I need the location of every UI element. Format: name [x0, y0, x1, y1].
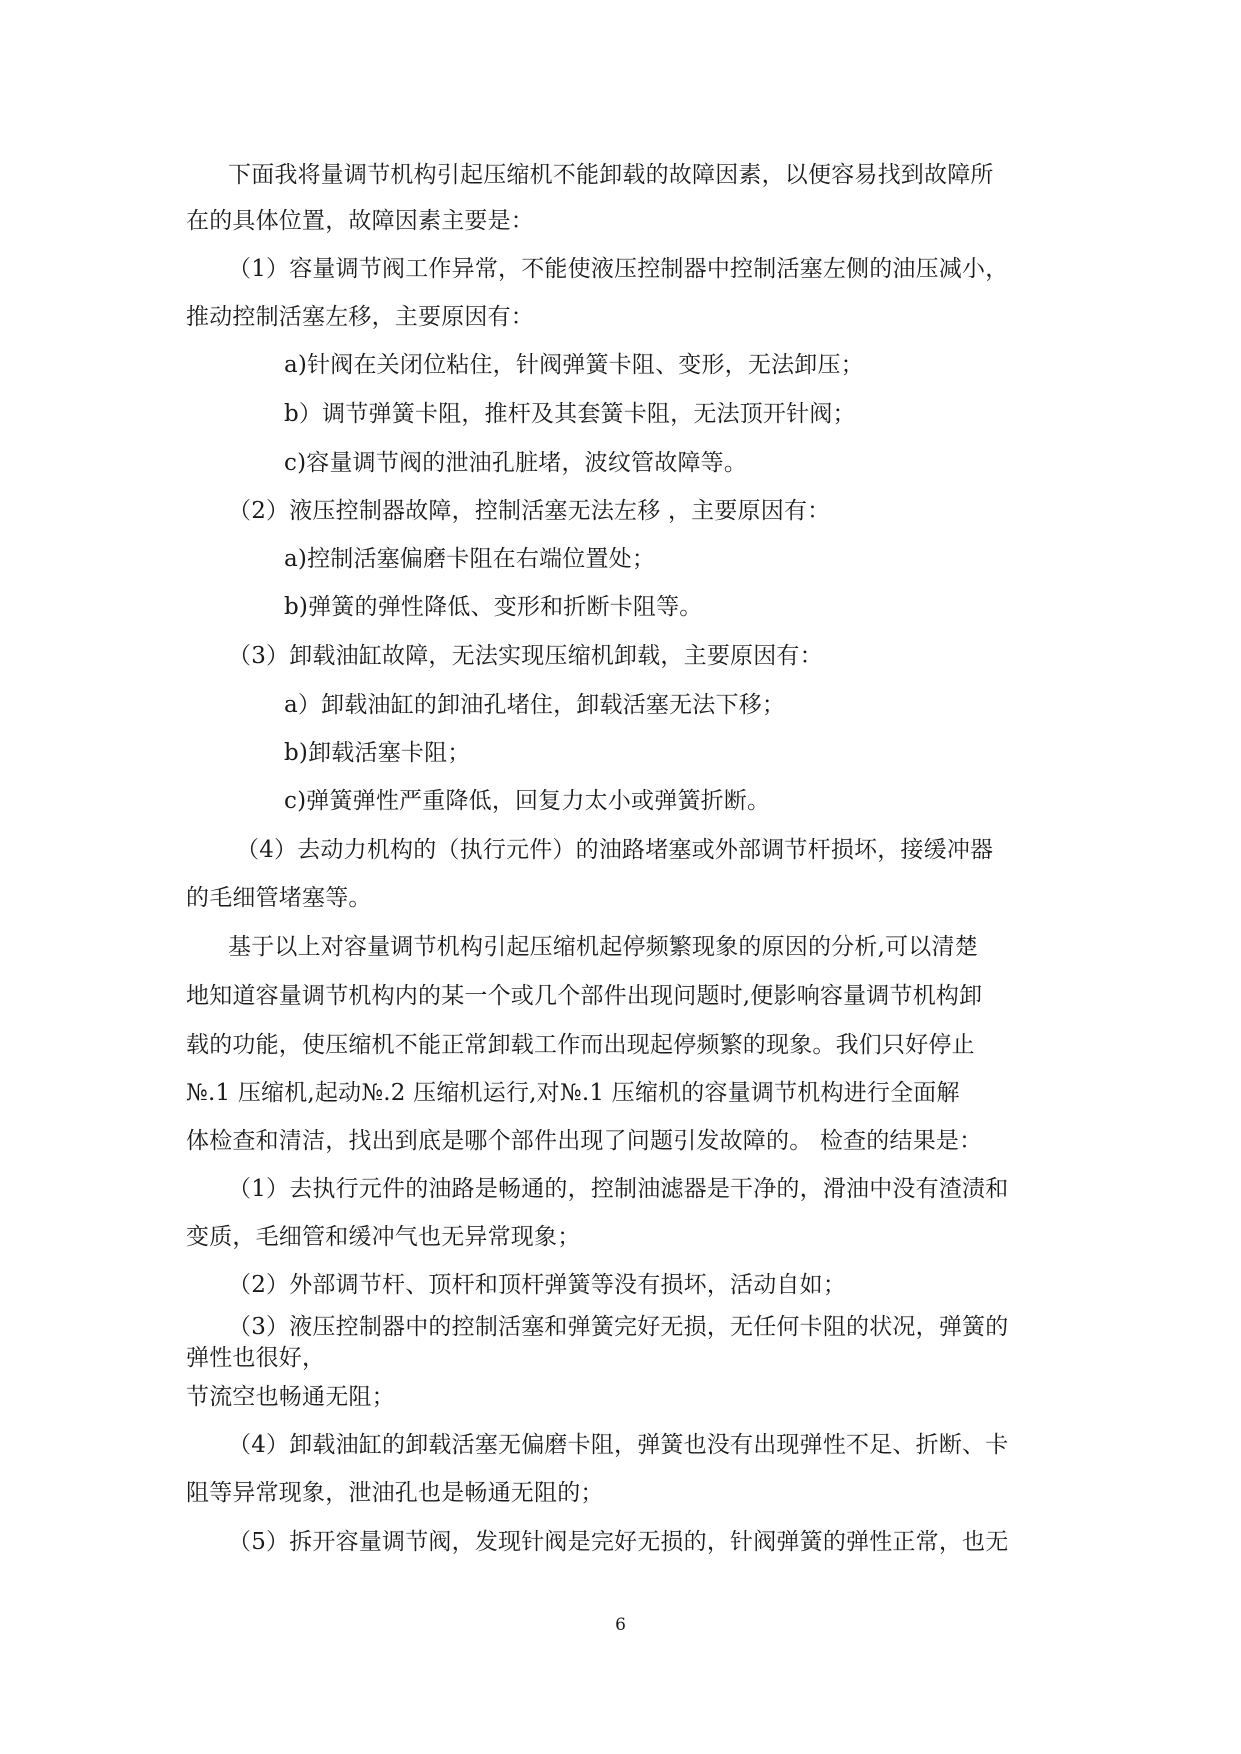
body-text-line: 体检查和清洁，找出到底是哪个部件出现了问题引发故障的。 检查的结果是：: [186, 1128, 983, 1154]
sub-list-item: b)卸载活塞卡阻；: [284, 740, 471, 766]
list-item-heading: （3）液压控制器中的控制活塞和弹簧完好无损，无任何卡阻的状况，弹簧的: [228, 1314, 1009, 1340]
body-text-line: 地知道容量调节机构内的某一个或几个部件出现问题时,便影响容量调节机构卸: [186, 983, 983, 1009]
body-text-line: 节流空也畅通无阻；: [186, 1384, 395, 1410]
sub-list-item: b)弹簧的弹性降低、变形和折断卡阻等。: [284, 594, 703, 620]
body-text-line: 在的具体位置，故障因素主要是：: [186, 208, 534, 234]
body-text-line: 推动控制活塞左移，主要原因有：: [186, 304, 534, 330]
list-item-heading: （2）液压控制器故障，控制活塞无法左移 ，主要原因有：: [228, 498, 831, 524]
body-text-line: 的毛细管堵塞等。: [186, 885, 372, 911]
list-item-heading: （1）去执行元件的油路是畅通的，控制油滤器是干净的，滑油中没有渣渍和: [228, 1176, 1009, 1202]
body-text-line: 弹性也很好，: [186, 1345, 326, 1371]
list-item-heading: （4）去动力机构的（执行元件）的油路堵塞或外部调节杆损坏，接缓冲器: [236, 837, 994, 863]
list-item-heading: （2）外部调节杆、顶杆和顶杆弹簧等没有损坏，活动自如；: [228, 1272, 847, 1298]
sub-list-item: c)弹簧弹性严重降低，回复力太小或弹簧折断。: [284, 788, 771, 814]
list-item-heading: （1）容量调节阀工作异常，不能使液压控制器中控制活塞左侧的油压减小，: [228, 256, 1009, 282]
body-text-line: 基于以上对容量调节机构引起压缩机起停频繁现象的原因的分析,可以清楚: [228, 934, 978, 960]
sub-list-item: b）调节弹簧卡阻，推杆及其套簧卡阻，无法顶开针阀；: [284, 401, 856, 427]
body-text-line: 阻等异常现象，泄油孔也是畅通无阻的；: [186, 1480, 604, 1506]
list-item-heading: （3）卸载油缸故障，无法实现压缩机卸载，主要原因有：: [228, 643, 823, 669]
body-text-line: 载的功能，使压缩机不能正常卸载工作而出现起停频繁的现象。我们只好停止: [186, 1032, 975, 1058]
sub-list-item: a）卸载油缸的卸油孔堵住，卸载活塞无法下移；: [284, 692, 786, 718]
sub-list-item: a)控制活塞偏磨卡阻在右端位置处；: [284, 546, 656, 572]
body-text-line: 变质，毛细管和缓冲气也无异常现象；: [186, 1224, 581, 1250]
body-text-line: №.1 压缩机,起动№.2 压缩机运行,对№.1 压缩机的容量调节机构进行全面解: [186, 1080, 960, 1106]
body-text-line: 下面我将量调节机构引起压缩机不能卸载的故障因素，以便容易找到故障所: [228, 162, 994, 188]
list-item-heading: （5）拆开容量调节阀，发现针阀是完好无损的，针阀弹簧的弹性正常，也无: [228, 1529, 1009, 1555]
page-number: 6: [615, 1615, 626, 1635]
sub-list-item: c)容量调节阀的泄油孔脏堵，波纹管故障等。: [284, 450, 748, 476]
list-item-heading: （4）卸载油缸的卸载活塞无偏磨卡阻，弹簧也没有出现弹性不足、折断、卡: [228, 1432, 1009, 1458]
sub-list-item: a)针阀在关闭位粘住，针阀弹簧卡阻、变形，无法卸压；: [284, 352, 864, 378]
